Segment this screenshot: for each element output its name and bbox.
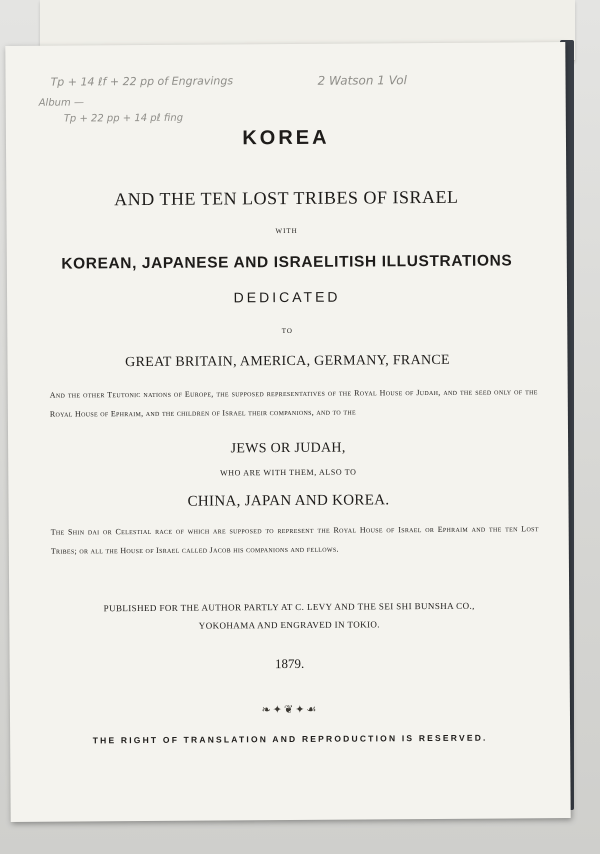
pencil-note-right: 2 Watson 1 Vol [317, 73, 407, 88]
pencil-note-2: Album — [38, 97, 84, 109]
title-page [5, 42, 570, 822]
rights-notice: THE RIGHT OF TRANSLATION AND REPRODUCTION IS RESERVED. [92, 732, 488, 746]
countries-line: GREAT BRITAIN, AMERICA, GERMANY, FRANCE [125, 352, 450, 371]
china-line: CHINA, JAPAN AND KOREA. [187, 492, 390, 510]
jews-line: JEWS OR JUDAH, [230, 440, 346, 457]
book-subtitle: AND THE TEN LOST TRIBES OF ISRAEL [114, 186, 459, 210]
book-title: KOREA [242, 126, 330, 150]
pencil-note-1: Tp + 14 ℓf + 22 pp of Engravings [50, 74, 234, 89]
who-line: WHO ARE WITH THEM, ALSO TO [220, 467, 357, 478]
pencil-note-3: Tp + 22 pp + 14 pℓ fing [63, 112, 184, 125]
to-word: TO [281, 326, 293, 336]
shin-dai-paragraph: The Shin dai or Celestial race of which are supposed to represent the Royal House of Israel or Ephraim and the ten Lost Tribes; or all the House of Israel called Jacob his companions and fellows. [50, 524, 539, 556]
publication-year: 1879. [274, 655, 305, 672]
publisher-line-2: YOKOHAMA AND ENGRAVED IN TOKIO. [198, 619, 380, 631]
illustrations-heading: KOREAN, JAPANESE AND ISRAELITISH ILLUSTRATIONS [61, 252, 513, 273]
with-word: WITH [275, 226, 298, 236]
ornament-icon: ❧✦❦✦☙ [261, 703, 319, 717]
publisher-block [29, 596, 549, 636]
dedicated-heading: DEDICATED [233, 288, 341, 306]
dedication-paragraph: And the other Teutonic nations of Europe, the supposed representatives of the Royal House of Judah, and the seed only of the Royal House of Ephraim, and the children of Israel their companions, and to the [49, 387, 538, 419]
publisher-line-1: PUBLISHED FOR THE AUTHOR PARTLY AT C. LEVY AND THE SEI SHI BUNSHA CO., [103, 600, 475, 614]
